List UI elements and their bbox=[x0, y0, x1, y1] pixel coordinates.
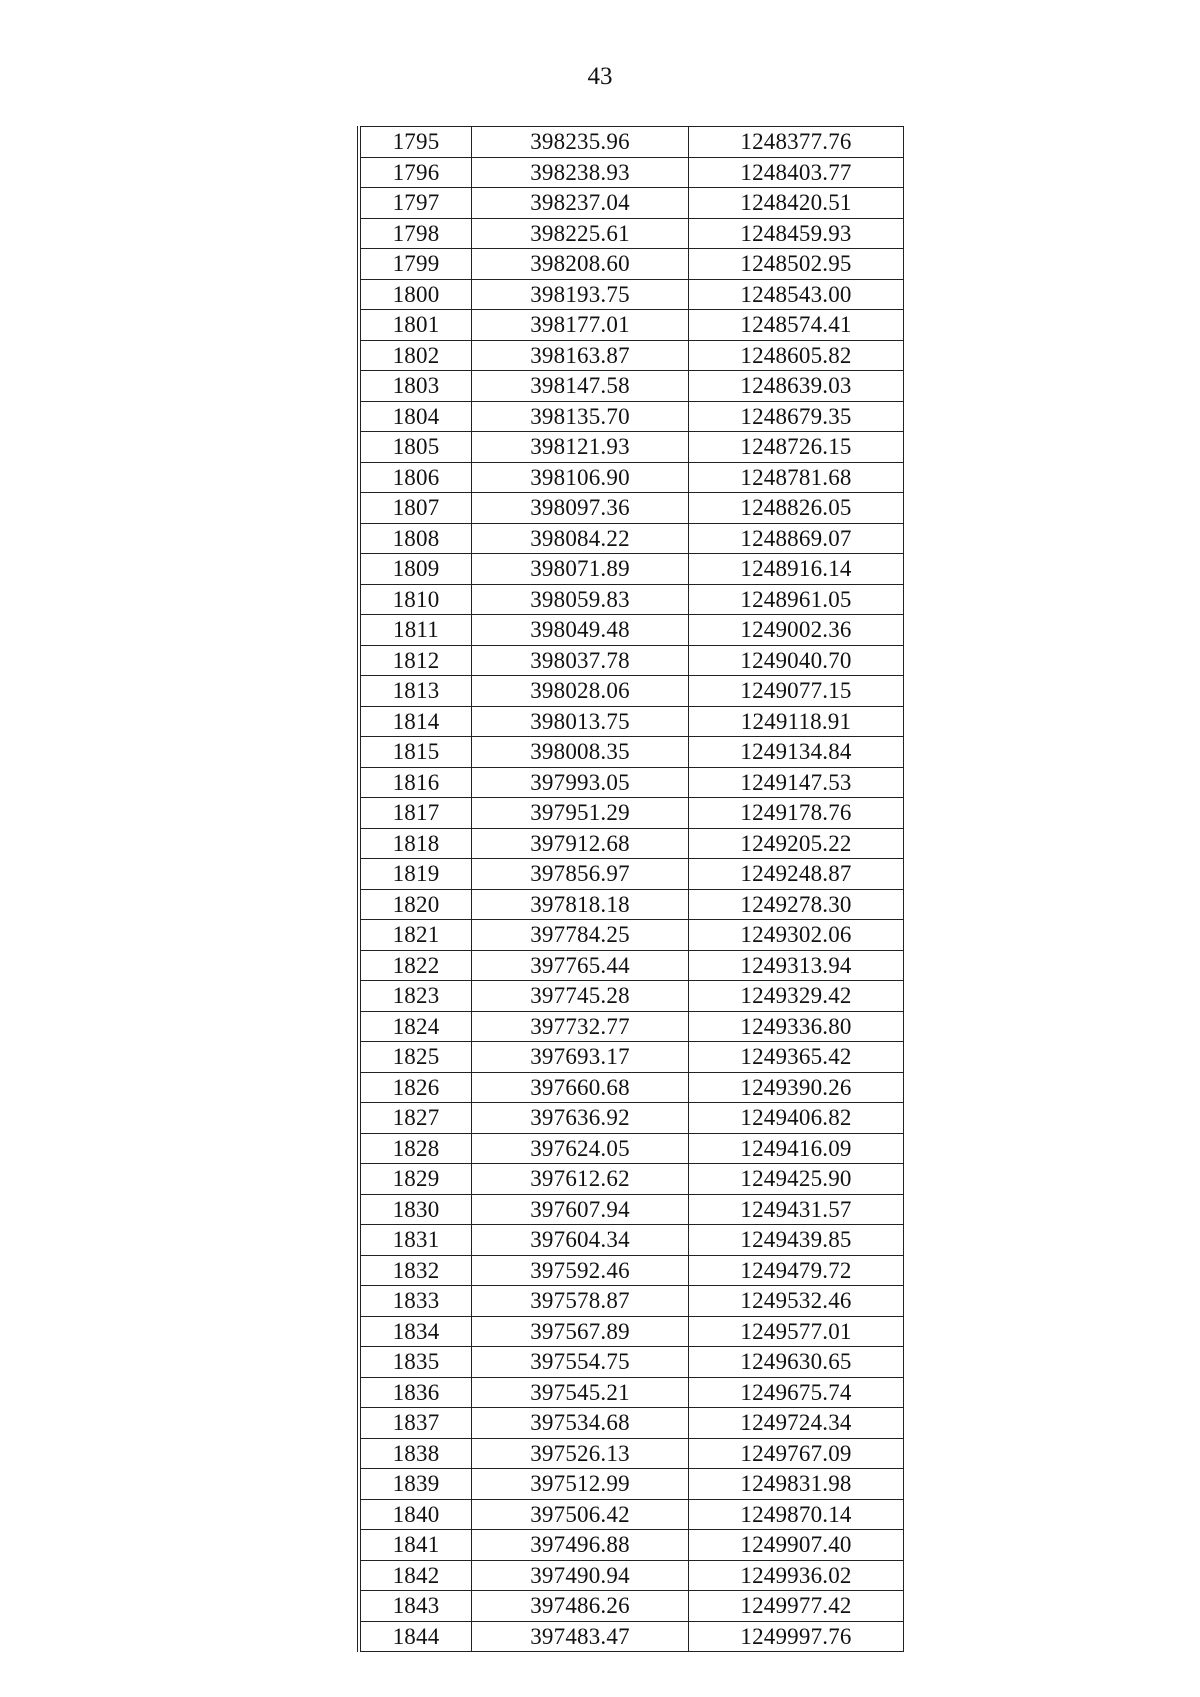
y-coordinate-cell: 1248781.68 bbox=[689, 462, 904, 493]
table-row bbox=[359, 1194, 904, 1225]
point-number-cell: 1827 bbox=[359, 1103, 472, 1134]
point-number-cell: 1813 bbox=[359, 676, 472, 707]
point-number-cell: 1803 bbox=[359, 371, 472, 402]
y-coordinate-cell: 1248605.82 bbox=[689, 340, 904, 371]
x-coordinate-cell: 397624.05 bbox=[472, 1133, 689, 1164]
y-coordinate-cell: 1249870.14 bbox=[689, 1499, 904, 1530]
x-coordinate-cell: 398177.01 bbox=[472, 310, 689, 341]
x-coordinate-cell: 398008.35 bbox=[472, 737, 689, 768]
x-coordinate-cell: 397486.26 bbox=[472, 1591, 689, 1622]
x-coordinate-cell: 398059.83 bbox=[472, 584, 689, 615]
x-coordinate-cell: 397993.05 bbox=[472, 767, 689, 798]
table-row bbox=[359, 1286, 904, 1317]
table-row bbox=[359, 279, 904, 310]
x-coordinate-cell: 398121.93 bbox=[472, 432, 689, 463]
table-row bbox=[359, 1438, 904, 1469]
point-number-cell: 1815 bbox=[359, 737, 472, 768]
y-coordinate-cell: 1248502.95 bbox=[689, 249, 904, 280]
point-number-cell: 1804 bbox=[359, 401, 472, 432]
table-row bbox=[359, 859, 904, 890]
point-number-cell: 1817 bbox=[359, 798, 472, 829]
y-coordinate-cell: 1249630.65 bbox=[689, 1347, 904, 1378]
point-number-cell: 1798 bbox=[359, 218, 472, 249]
table-row bbox=[359, 1621, 904, 1652]
x-coordinate-cell: 398037.78 bbox=[472, 645, 689, 676]
table-row bbox=[359, 1408, 904, 1439]
y-coordinate-cell: 1249205.22 bbox=[689, 828, 904, 859]
table-row bbox=[359, 737, 904, 768]
y-coordinate-cell: 1249675.74 bbox=[689, 1377, 904, 1408]
point-number-cell: 1838 bbox=[359, 1438, 472, 1469]
y-coordinate-cell: 1248639.03 bbox=[689, 371, 904, 402]
table-row bbox=[359, 462, 904, 493]
table-row bbox=[359, 340, 904, 371]
y-coordinate-cell: 1248961.05 bbox=[689, 584, 904, 615]
point-number-cell: 1835 bbox=[359, 1347, 472, 1378]
point-number-cell: 1829 bbox=[359, 1164, 472, 1195]
x-coordinate-cell: 398208.60 bbox=[472, 249, 689, 280]
x-coordinate-cell: 397660.68 bbox=[472, 1072, 689, 1103]
y-coordinate-cell: 1249147.53 bbox=[689, 767, 904, 798]
coordinates-table bbox=[357, 126, 904, 1652]
x-coordinate-cell: 397592.46 bbox=[472, 1255, 689, 1286]
y-coordinate-cell: 1249439.85 bbox=[689, 1225, 904, 1256]
point-number-cell: 1839 bbox=[359, 1469, 472, 1500]
y-coordinate-cell: 1249831.98 bbox=[689, 1469, 904, 1500]
y-coordinate-cell: 1249977.42 bbox=[689, 1591, 904, 1622]
x-coordinate-cell: 397526.13 bbox=[472, 1438, 689, 1469]
x-coordinate-cell: 397765.44 bbox=[472, 950, 689, 981]
x-coordinate-cell: 397612.62 bbox=[472, 1164, 689, 1195]
table-row bbox=[359, 1133, 904, 1164]
point-number-cell: 1809 bbox=[359, 554, 472, 585]
x-coordinate-cell: 398028.06 bbox=[472, 676, 689, 707]
x-coordinate-cell: 398163.87 bbox=[472, 340, 689, 371]
table-row bbox=[359, 1377, 904, 1408]
y-coordinate-cell: 1249767.09 bbox=[689, 1438, 904, 1469]
y-coordinate-cell: 1248403.77 bbox=[689, 157, 904, 188]
table-row bbox=[359, 950, 904, 981]
point-number-cell: 1828 bbox=[359, 1133, 472, 1164]
y-coordinate-cell: 1248377.76 bbox=[689, 127, 904, 158]
point-number-cell: 1821 bbox=[359, 920, 472, 951]
point-number-cell: 1819 bbox=[359, 859, 472, 890]
x-coordinate-cell: 398097.36 bbox=[472, 493, 689, 524]
y-coordinate-cell: 1248574.41 bbox=[689, 310, 904, 341]
x-coordinate-cell: 397604.34 bbox=[472, 1225, 689, 1256]
x-coordinate-cell: 397496.88 bbox=[472, 1530, 689, 1561]
y-coordinate-cell: 1249313.94 bbox=[689, 950, 904, 981]
point-number-cell: 1805 bbox=[359, 432, 472, 463]
point-number-cell: 1802 bbox=[359, 340, 472, 371]
point-number-cell: 1818 bbox=[359, 828, 472, 859]
table-row bbox=[359, 889, 904, 920]
table-row bbox=[359, 981, 904, 1012]
y-coordinate-cell: 1249936.02 bbox=[689, 1560, 904, 1591]
point-number-cell: 1812 bbox=[359, 645, 472, 676]
point-number-cell: 1824 bbox=[359, 1011, 472, 1042]
y-coordinate-cell: 1249077.15 bbox=[689, 676, 904, 707]
table-row bbox=[359, 1011, 904, 1042]
point-number-cell: 1796 bbox=[359, 157, 472, 188]
point-number-cell: 1841 bbox=[359, 1530, 472, 1561]
table-row bbox=[359, 1530, 904, 1561]
table-row bbox=[359, 310, 904, 341]
x-coordinate-cell: 398238.93 bbox=[472, 157, 689, 188]
y-coordinate-cell: 1249997.76 bbox=[689, 1621, 904, 1652]
y-coordinate-cell: 1249390.26 bbox=[689, 1072, 904, 1103]
point-number-cell: 1840 bbox=[359, 1499, 472, 1530]
point-number-cell: 1799 bbox=[359, 249, 472, 280]
y-coordinate-cell: 1249336.80 bbox=[689, 1011, 904, 1042]
table-row bbox=[359, 249, 904, 280]
table-row bbox=[359, 828, 904, 859]
table-row bbox=[359, 798, 904, 829]
table-row bbox=[359, 432, 904, 463]
point-number-cell: 1795 bbox=[359, 127, 472, 158]
y-coordinate-cell: 1249118.91 bbox=[689, 706, 904, 737]
table-row bbox=[359, 188, 904, 219]
table-row bbox=[359, 920, 904, 951]
x-coordinate-cell: 398147.58 bbox=[472, 371, 689, 402]
x-coordinate-cell: 397534.68 bbox=[472, 1408, 689, 1439]
point-number-cell: 1800 bbox=[359, 279, 472, 310]
y-coordinate-cell: 1249577.01 bbox=[689, 1316, 904, 1347]
y-coordinate-cell: 1249431.57 bbox=[689, 1194, 904, 1225]
y-coordinate-cell: 1249406.82 bbox=[689, 1103, 904, 1134]
table-row bbox=[359, 127, 904, 158]
point-number-cell: 1831 bbox=[359, 1225, 472, 1256]
x-coordinate-cell: 397636.92 bbox=[472, 1103, 689, 1134]
table-row bbox=[359, 371, 904, 402]
point-number-cell: 1836 bbox=[359, 1377, 472, 1408]
table-row bbox=[359, 1469, 904, 1500]
point-number-cell: 1808 bbox=[359, 523, 472, 554]
x-coordinate-cell: 397567.89 bbox=[472, 1316, 689, 1347]
x-coordinate-cell: 397512.99 bbox=[472, 1469, 689, 1500]
x-coordinate-cell: 397607.94 bbox=[472, 1194, 689, 1225]
x-coordinate-cell: 397490.94 bbox=[472, 1560, 689, 1591]
x-coordinate-cell: 397545.21 bbox=[472, 1377, 689, 1408]
point-number-cell: 1816 bbox=[359, 767, 472, 798]
point-number-cell: 1814 bbox=[359, 706, 472, 737]
y-coordinate-cell: 1249002.36 bbox=[689, 615, 904, 646]
point-number-cell: 1797 bbox=[359, 188, 472, 219]
x-coordinate-cell: 398193.75 bbox=[472, 279, 689, 310]
table-row bbox=[359, 1591, 904, 1622]
table-row bbox=[359, 767, 904, 798]
point-number-cell: 1801 bbox=[359, 310, 472, 341]
x-coordinate-cell: 397818.18 bbox=[472, 889, 689, 920]
y-coordinate-cell: 1249248.87 bbox=[689, 859, 904, 890]
x-coordinate-cell: 397784.25 bbox=[472, 920, 689, 951]
x-coordinate-cell: 397745.28 bbox=[472, 981, 689, 1012]
point-number-cell: 1823 bbox=[359, 981, 472, 1012]
x-coordinate-cell: 397732.77 bbox=[472, 1011, 689, 1042]
table-row bbox=[359, 1164, 904, 1195]
point-number-cell: 1843 bbox=[359, 1591, 472, 1622]
x-coordinate-cell: 397554.75 bbox=[472, 1347, 689, 1378]
y-coordinate-cell: 1248826.05 bbox=[689, 493, 904, 524]
coordinates-table-body bbox=[359, 127, 904, 1652]
y-coordinate-cell: 1249416.09 bbox=[689, 1133, 904, 1164]
page-number: 43 bbox=[587, 63, 613, 90]
x-coordinate-cell: 397693.17 bbox=[472, 1042, 689, 1073]
point-number-cell: 1820 bbox=[359, 889, 472, 920]
y-coordinate-cell: 1249532.46 bbox=[689, 1286, 904, 1317]
x-coordinate-cell: 398235.96 bbox=[472, 127, 689, 158]
y-coordinate-cell: 1249425.90 bbox=[689, 1164, 904, 1195]
x-coordinate-cell: 398135.70 bbox=[472, 401, 689, 432]
table-row bbox=[359, 1347, 904, 1378]
y-coordinate-cell: 1248543.00 bbox=[689, 279, 904, 310]
point-number-cell: 1832 bbox=[359, 1255, 472, 1286]
table-row bbox=[359, 1072, 904, 1103]
x-coordinate-cell: 398225.61 bbox=[472, 218, 689, 249]
table-row bbox=[359, 1255, 904, 1286]
point-number-cell: 1842 bbox=[359, 1560, 472, 1591]
table-row bbox=[359, 645, 904, 676]
x-coordinate-cell: 397951.29 bbox=[472, 798, 689, 829]
point-number-cell: 1825 bbox=[359, 1042, 472, 1073]
table-row bbox=[359, 1042, 904, 1073]
x-coordinate-cell: 397856.97 bbox=[472, 859, 689, 890]
y-coordinate-cell: 1249907.40 bbox=[689, 1530, 904, 1561]
y-coordinate-cell: 1249134.84 bbox=[689, 737, 904, 768]
x-coordinate-cell: 397483.47 bbox=[472, 1621, 689, 1652]
table-row bbox=[359, 1499, 904, 1530]
table-row bbox=[359, 493, 904, 524]
x-coordinate-cell: 398237.04 bbox=[472, 188, 689, 219]
point-number-cell: 1834 bbox=[359, 1316, 472, 1347]
point-number-cell: 1822 bbox=[359, 950, 472, 981]
y-coordinate-cell: 1249329.42 bbox=[689, 981, 904, 1012]
y-coordinate-cell: 1249040.70 bbox=[689, 645, 904, 676]
x-coordinate-cell: 398013.75 bbox=[472, 706, 689, 737]
point-number-cell: 1837 bbox=[359, 1408, 472, 1439]
table-row bbox=[359, 1316, 904, 1347]
x-coordinate-cell: 397578.87 bbox=[472, 1286, 689, 1317]
table-row bbox=[359, 218, 904, 249]
y-coordinate-cell: 1249724.34 bbox=[689, 1408, 904, 1439]
table-row bbox=[359, 401, 904, 432]
x-coordinate-cell: 398106.90 bbox=[472, 462, 689, 493]
point-number-cell: 1844 bbox=[359, 1621, 472, 1652]
point-number-cell: 1830 bbox=[359, 1194, 472, 1225]
point-number-cell: 1811 bbox=[359, 615, 472, 646]
y-coordinate-cell: 1249365.42 bbox=[689, 1042, 904, 1073]
point-number-cell: 1810 bbox=[359, 584, 472, 615]
y-coordinate-cell: 1249278.30 bbox=[689, 889, 904, 920]
table-row bbox=[359, 584, 904, 615]
table-row bbox=[359, 1560, 904, 1591]
table-row bbox=[359, 615, 904, 646]
y-coordinate-cell: 1248420.51 bbox=[689, 188, 904, 219]
x-coordinate-cell: 397506.42 bbox=[472, 1499, 689, 1530]
y-coordinate-cell: 1248726.15 bbox=[689, 432, 904, 463]
x-coordinate-cell: 398071.89 bbox=[472, 554, 689, 585]
point-number-cell: 1826 bbox=[359, 1072, 472, 1103]
table-row bbox=[359, 523, 904, 554]
table-row bbox=[359, 676, 904, 707]
x-coordinate-cell: 398084.22 bbox=[472, 523, 689, 554]
y-coordinate-cell: 1248869.07 bbox=[689, 523, 904, 554]
table-row bbox=[359, 157, 904, 188]
table-row bbox=[359, 554, 904, 585]
y-coordinate-cell: 1249479.72 bbox=[689, 1255, 904, 1286]
table-row bbox=[359, 1103, 904, 1134]
y-coordinate-cell: 1248916.14 bbox=[689, 554, 904, 585]
point-number-cell: 1807 bbox=[359, 493, 472, 524]
point-number-cell: 1833 bbox=[359, 1286, 472, 1317]
x-coordinate-cell: 397912.68 bbox=[472, 828, 689, 859]
y-coordinate-cell: 1249302.06 bbox=[689, 920, 904, 951]
table-row bbox=[359, 706, 904, 737]
y-coordinate-cell: 1248679.35 bbox=[689, 401, 904, 432]
x-coordinate-cell: 398049.48 bbox=[472, 615, 689, 646]
point-number-cell: 1806 bbox=[359, 462, 472, 493]
table-row bbox=[359, 1225, 904, 1256]
y-coordinate-cell: 1249178.76 bbox=[689, 798, 904, 829]
y-coordinate-cell: 1248459.93 bbox=[689, 218, 904, 249]
